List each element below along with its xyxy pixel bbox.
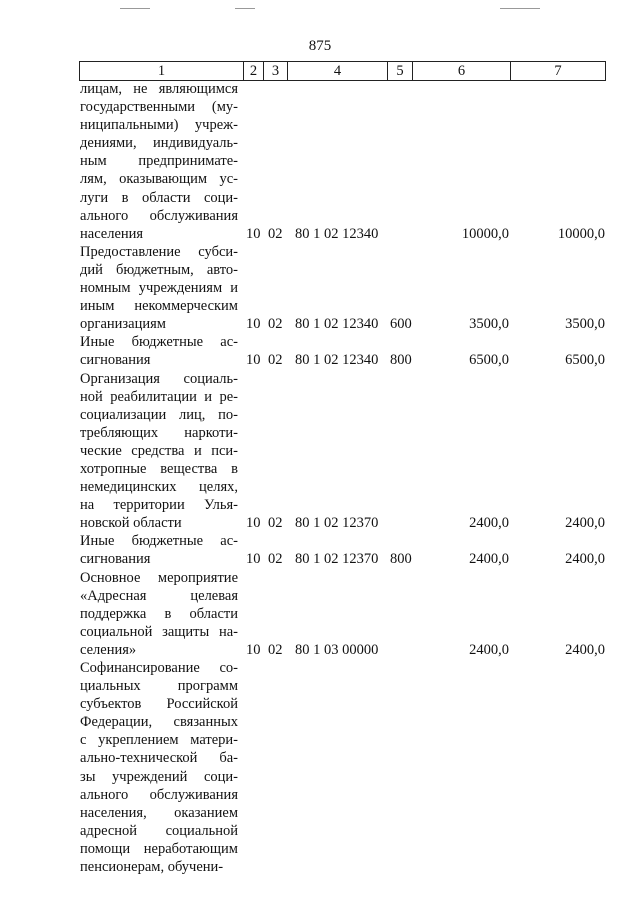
cell-c2: 10 [246,515,261,532]
table-row [0,80,640,243]
scan-artifact [235,8,255,9]
cell-c7: 3500,0 [565,316,605,333]
cell-c4: 80 1 02 12370 [295,551,379,568]
table-header [79,61,606,81]
cell-c6: 2400,0 [469,551,509,568]
cell-c4: 80 1 02 12340 [295,316,379,333]
description-line: сигнования [80,551,151,568]
header-col-7: 7 [511,62,606,81]
row-description [80,333,238,369]
cell-c7: 6500,0 [565,352,605,369]
table-row [0,333,640,369]
description-line: дениями, индивидуаль- [80,135,238,152]
description-line: ческие средства и пси- [80,442,238,459]
table-row [0,243,640,333]
page-number: 875 [308,38,332,54]
description-line: ального обслуживания [80,207,238,224]
cell-c4: 80 1 02 12370 [295,515,379,532]
scan-artifact [120,8,150,9]
header-col-2: 2 [244,62,264,81]
cell-c7: 2400,0 [565,551,605,568]
table-row [0,370,640,533]
cell-c3: 02 [268,641,283,658]
description-line: ным предпринимате- [80,153,238,170]
description-line: Иные бюджетные ас- [80,533,238,550]
cell-c6: 2400,0 [469,641,509,658]
description-line: государственными (му- [80,99,238,116]
table-row [0,569,640,659]
description-line: социализации лиц, по- [80,406,238,423]
cell-c7: 2400,0 [565,515,605,532]
cell-c5: 800 [390,551,412,568]
description-line: ниципальными) учреж- [80,117,238,134]
description-line: Федерации, связанных [80,714,238,731]
row-description [80,80,238,243]
cell-c5: 800 [390,352,412,369]
description-line: населения [80,225,144,242]
description-line: организациям [80,316,166,333]
description-line: дий бюджетным, авто- [80,261,238,278]
description-line: ального обслуживания [80,786,238,803]
cell-c6: 10000,0 [461,225,509,242]
cell-c3: 02 [268,515,283,532]
cell-c7: 10000,0 [557,225,605,242]
description-line: ной реабилитации и ре- [80,388,238,405]
description-line: циальных программ [80,678,238,695]
cell-c2: 10 [246,551,261,568]
table-row [0,532,640,568]
description-line: поддержка в области [80,605,238,622]
header-col-6: 6 [413,62,511,81]
description-line: Организация социаль- [80,370,238,387]
description-line: «Адресная целевая [80,587,238,604]
description-line: селения» [80,641,137,658]
description-line: Иные бюджетные ас- [80,334,238,351]
description-line: Основное мероприятие [80,569,238,586]
cell-c2: 10 [246,225,261,242]
description-line: немедицинских целях, [80,479,238,496]
description-line: субъектов Российской [80,696,238,713]
description-line: зы учреждений соци- [80,768,238,785]
description-line: номным учреждениям и [80,280,238,297]
row-description [80,532,238,568]
header-col-4: 4 [288,62,388,81]
description-line: пенсионерам, обучени- [80,859,224,876]
row-description [80,569,238,659]
cell-c5: 600 [390,316,412,333]
header-col-1: 1 [80,62,244,81]
description-line: лицам, не являющимся [80,81,238,97]
table-body [0,80,640,876]
description-line: лям, оказывающим ус- [80,171,238,188]
description-line: Предоставление субси- [80,243,238,260]
row-description [80,659,238,876]
cell-c3: 02 [268,316,283,333]
cell-c6: 6500,0 [469,352,509,369]
table-row [0,659,640,876]
cell-c7: 2400,0 [565,641,605,658]
cell-c4: 80 1 03 00000 [295,641,379,658]
row-description [80,370,238,533]
description-line: адресной социальной [80,822,238,839]
cell-c2: 10 [246,641,261,658]
description-line: с укреплением матери- [80,732,238,749]
scan-artifact [500,8,540,9]
description-line: луги в области соци- [80,189,238,206]
header-col-5: 5 [388,62,413,81]
row-description [80,243,238,333]
description-line: ально-технической ба- [80,750,238,767]
cell-c6: 3500,0 [469,316,509,333]
description-line: хотропные вещества в [80,460,238,477]
cell-c3: 02 [268,551,283,568]
cell-c4: 80 1 02 12340 [295,225,379,242]
description-line: на территории Улья- [80,497,238,514]
cell-c6: 2400,0 [469,515,509,532]
description-line: новской области [80,515,182,532]
cell-c2: 10 [246,316,261,333]
description-line: сигнования [80,352,151,369]
description-line: требляющих наркоти- [80,424,238,441]
cell-c2: 10 [246,352,261,369]
description-line: иным некоммерческим [80,298,238,315]
cell-c4: 80 1 02 12340 [295,352,379,369]
description-line: населения, оказанием [80,804,238,821]
description-line: социальной защиты на- [80,623,238,640]
cell-c3: 02 [268,352,283,369]
header-col-3: 3 [264,62,288,81]
description-line: Софинансирование со- [80,660,238,676]
cell-c3: 02 [268,225,283,242]
description-line: помощи неработающим [80,840,238,857]
